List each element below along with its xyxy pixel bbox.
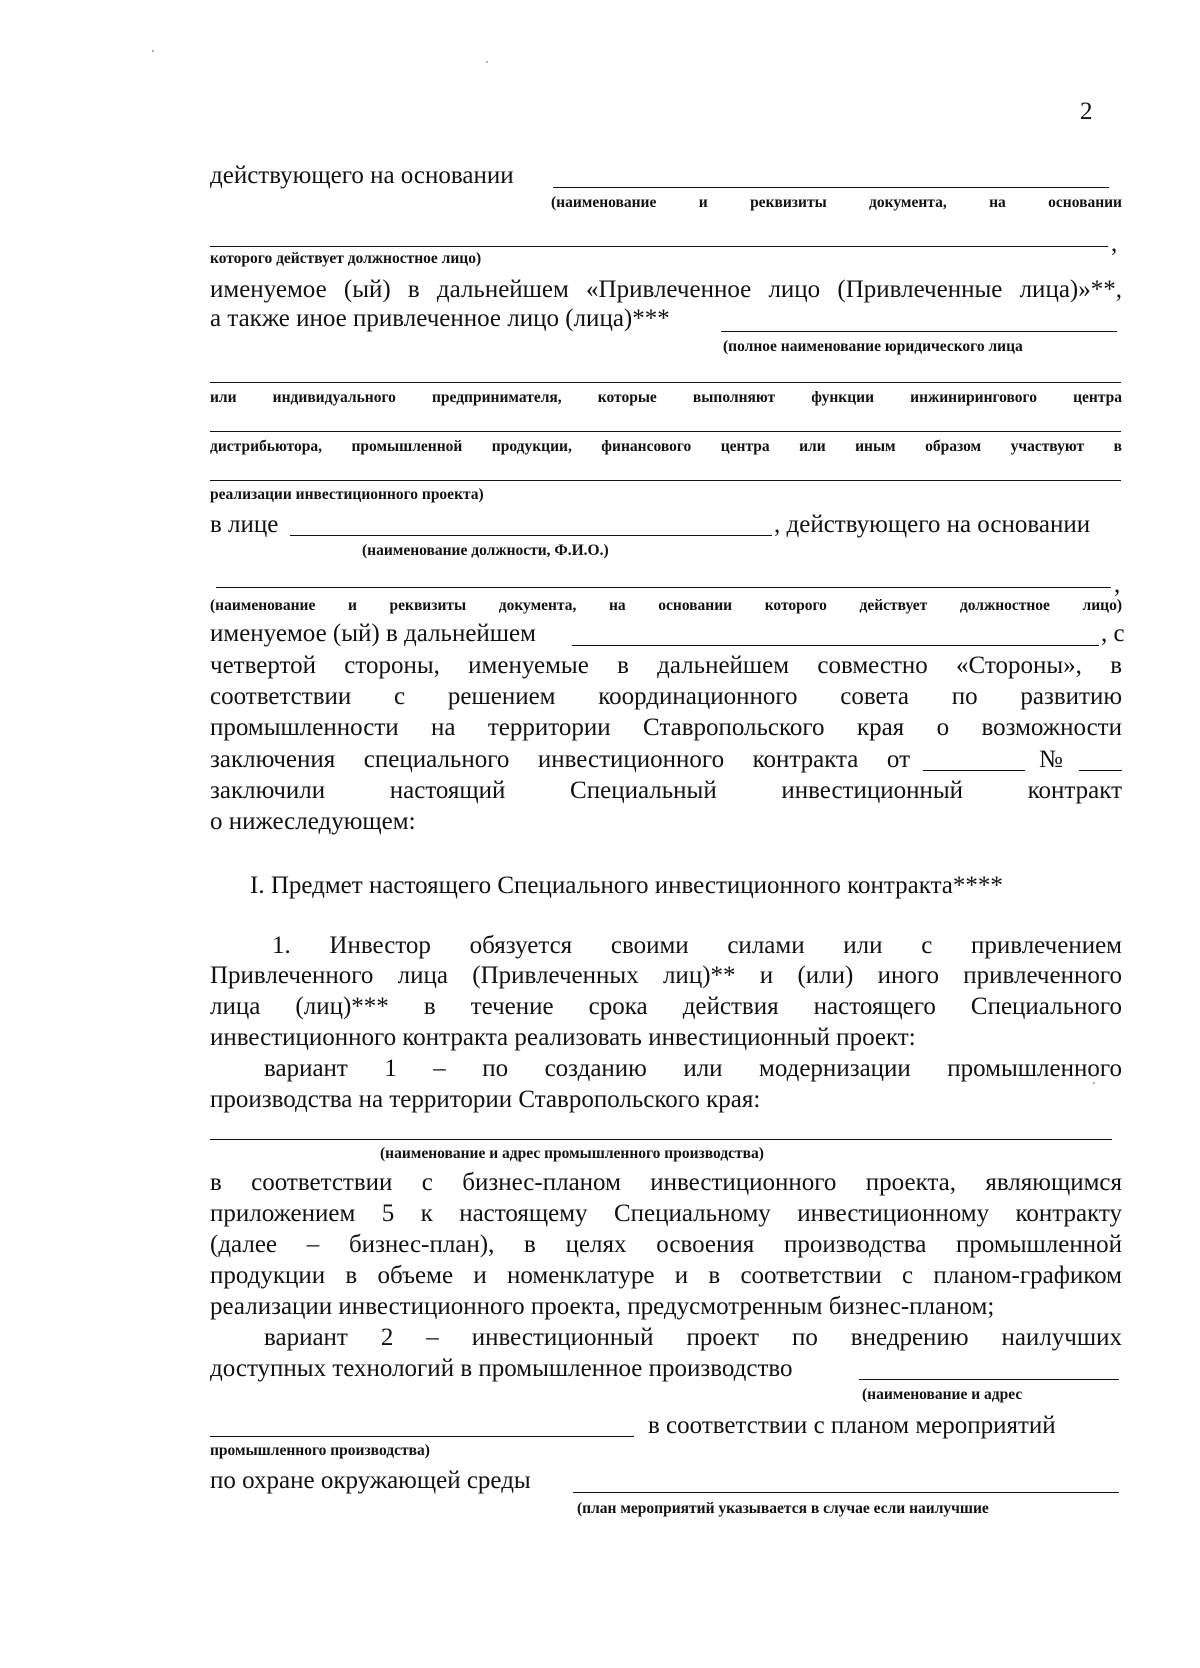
fill-in-line <box>210 246 1108 247</box>
text-line: промышленности на территории Ставропольского края о возможности <box>210 714 1122 741</box>
field-caption: (план мероприятий указывается в случае если наилучшие <box>577 1500 989 1517</box>
fill-in-line <box>572 645 1099 646</box>
fill-in-line <box>210 1139 1112 1140</box>
text-line: именуемое (ый) в дальнейшем <box>210 620 536 647</box>
section-heading: I. Предмет настоящего Специального инвестиционного контракта**** <box>250 872 1003 899</box>
fill-in-line <box>290 535 772 536</box>
text-line: приложением 5 к настоящему Специальному инвестиционному контракту <box>210 1200 1122 1227</box>
scan-speck <box>152 50 154 52</box>
fill-in-line <box>859 1379 1119 1380</box>
fill-in-line <box>553 187 1109 188</box>
text-line: именуемое (ый) в дальнейшем «Привлеченное лицо (Привлеченные лица)»**, <box>210 276 1122 303</box>
scan-speck <box>486 61 488 63</box>
field-caption: или индивидуального предпринимателя, которые выполняют функции инжинирингового центра <box>210 389 1122 406</box>
text-line: лица (лиц)*** в течение срока действия настоящего Специального <box>210 993 1122 1020</box>
field-caption: (полное наименование юридического лица <box>723 338 1023 355</box>
fill-in-line <box>210 480 1121 481</box>
text-line: Привлеченного лица (Привлеченных лиц)** и (или) иного привлеченного <box>210 962 1122 989</box>
fill-in-line <box>210 1436 634 1437</box>
text-line: заключения специального инвестиционного контракта от <box>210 746 910 773</box>
field-caption: промышленного производства) <box>210 1442 430 1459</box>
field-caption: (наименование и реквизиты документа, на основании <box>551 194 1122 211</box>
text-line: инвестиционного контракта реализовать инвестиционный проект: <box>210 1024 916 1051</box>
text-line: соответствии с решением координационного совета по развитию <box>210 683 1122 710</box>
text-line: продукции в объеме и номенклатуре и в соответствии с планом-графиком <box>210 1262 1122 1289</box>
text-line: действующего на основании <box>210 162 514 189</box>
comma: , <box>1114 571 1121 598</box>
fill-in-line <box>721 331 1117 332</box>
field-caption: (наименование и адрес промышленного производства) <box>380 1145 764 1162</box>
text-line: а также иное привлеченное лицо (лица)*** <box>210 305 670 332</box>
fill-in-line <box>210 382 1121 383</box>
text-line: (далее – бизнес-план), в целях освоения производства промышленной <box>210 1231 1122 1258</box>
field-caption: (наименование и адрес <box>862 1386 1023 1403</box>
field-caption: дистрибьютора, промышленной продукции, финансового центра или иным образом участвуют в <box>210 438 1122 455</box>
text-line: четвертой стороны, именуемые в дальнейшем совместно «Стороны», в <box>210 652 1122 679</box>
text-line: по охране окружающей среды <box>210 1467 531 1494</box>
field-caption: реализации инвестиционного проекта) <box>210 486 484 503</box>
text-line: производства на территории Ставропольского края: <box>210 1086 761 1113</box>
text-line: , действующего на основании <box>774 511 1091 538</box>
text-line: вариант 1 – по созданию или модернизации промышленного <box>264 1055 1122 1082</box>
fill-in-line <box>210 431 1121 432</box>
text-line: вариант 2 – инвестиционный проект по внедрению наилучших <box>264 1324 1122 1351</box>
field-caption: (наименование должности, Ф.И.О.) <box>362 542 609 559</box>
field-caption: которого действует должностное лицо) <box>210 250 482 267</box>
number-sign: № <box>1039 746 1063 773</box>
text-line: заключили настоящий Специальный инвестиционный контракт <box>210 777 1122 804</box>
field-caption: (наименование и реквизиты документа, на основании которого действует должностное лицо) <box>210 597 1122 614</box>
text-line: доступных технологий в промышленное производство <box>210 1355 793 1382</box>
fill-in-line <box>923 770 1025 771</box>
text-line: 1. Инвестор обязуется своими силами или с привлечением <box>272 932 1122 959</box>
text-line: в соответствии с планом мероприятий <box>648 1412 1056 1439</box>
fill-in-line <box>1079 770 1122 771</box>
text-line: , с <box>1101 620 1125 647</box>
fill-in-line <box>216 587 1111 588</box>
text-line: в соответствии с бизнес-планом инвестиционного проекта, являющимся <box>210 1169 1122 1196</box>
text-line: реализации инвестиционного проекта, предусмотренным бизнес-планом; <box>210 1293 995 1320</box>
fill-in-line <box>573 1492 1119 1493</box>
text-line: в лице <box>210 511 279 538</box>
page-number: 2 <box>1080 98 1093 125</box>
comma: , <box>1111 230 1118 257</box>
text-line: о нижеследующем: <box>210 808 416 835</box>
